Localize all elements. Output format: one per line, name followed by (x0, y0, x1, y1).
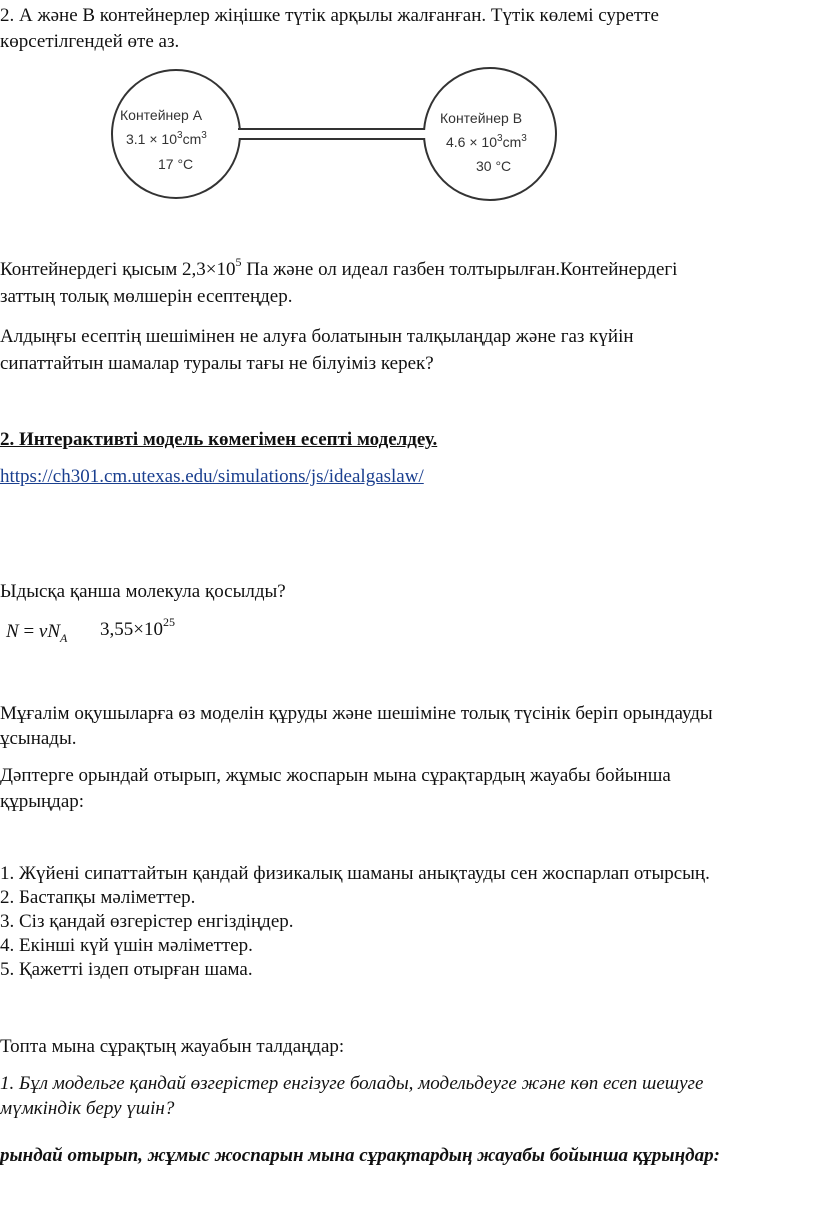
plan-item-3: 3. Сіз қандай өзгерістер енгіздіңдер. (0, 911, 294, 932)
group-italic-line-1: 1. Бұл модельге қандай өзгерістер енгізуге болады, модельдеуге және көп есеп шешуге (0, 1073, 704, 1094)
container-b-title: Контейнер В (440, 110, 523, 126)
group-bold-italic-line: рындай отырып, жұмыс жоспарын мына сұрақтардың жауабы бойынша құрыңдар: (0, 1145, 720, 1166)
container-a-title: Контейнер А (120, 107, 203, 123)
intro-line-1: 2. А және В контейнерлер жіңішке түтік арқылы жалғанған. Түтік көлемі суретте (0, 5, 659, 26)
teacher-line-4: құрыңдар: (0, 791, 85, 812)
intro-line-2: көрсетілгендей өте аз. (0, 31, 180, 52)
plan-item-1: 1. Жүйені сипаттайтын қандай физикалық шаманы анықтауды сен жоспарлап отырсың. (0, 863, 710, 884)
teacher-line-1: Мұғалім оқушыларға өз моделін құруды және шешіміне толық түсінік беріп орындауды (0, 703, 713, 724)
container-a-temp: 17 °C (158, 156, 194, 172)
teacher-line-3: Дәптерге орындай отырып, жұмыс жоспарын мына сұрақтардың жауабы бойынша (0, 765, 671, 786)
group-italic-line-2: мүмкіндік беру үшін? (0, 1098, 175, 1119)
question1-line-1: Алдыңғы есептің шешімінен не алуға болатынын талқылаңдар және газ күйін (0, 326, 634, 347)
plan-item-2: 2. Бастапқы мәліметтер. (0, 887, 196, 908)
pressure-line-2: заттың толық мөлшерін есептеңдер. (0, 286, 293, 307)
question1-line-2: сипаттайтын шамалар туралы тағы не білуіміз керек? (0, 353, 434, 374)
molecules-answer: $3,55\times 10^{25}$ (100, 614, 175, 640)
molecules-formula: $N = \nu N_A$ (6, 621, 68, 645)
container-b-volume: $4.6 \times 10^3cm^3$ (446, 133, 527, 150)
section2-heading: 2. Интерактивті модель көмегімен есепті моделдеу. (0, 429, 438, 450)
plan-item-5: 5. Қажетті іздеп отырған шама. (0, 959, 253, 980)
pressure-line-1: Контейнердегі қысым $2,3\times 10^5$ Па және ол идеал газбен толтырылған.Контейнердегі (0, 254, 678, 280)
containers-diagram (110, 62, 590, 212)
plan-item-4: 4. Екінші күй үшін мәліметтер. (0, 935, 253, 956)
container-b-temp: 30 °C (476, 158, 512, 174)
molecules-question: Ыдысқа қанша молекула қосылды? (0, 581, 286, 602)
group-prompt: Топта мына сұрақтың жауабын талдаңдар: (0, 1036, 345, 1057)
container-a-volume: $3.1 \times 10^3cm^3$ (126, 130, 207, 147)
simulation-link[interactable]: https://ch301.cm.utexas.edu/simulations/js/idealgaslaw/ (0, 466, 424, 487)
teacher-line-2: ұсынады. (0, 728, 77, 749)
